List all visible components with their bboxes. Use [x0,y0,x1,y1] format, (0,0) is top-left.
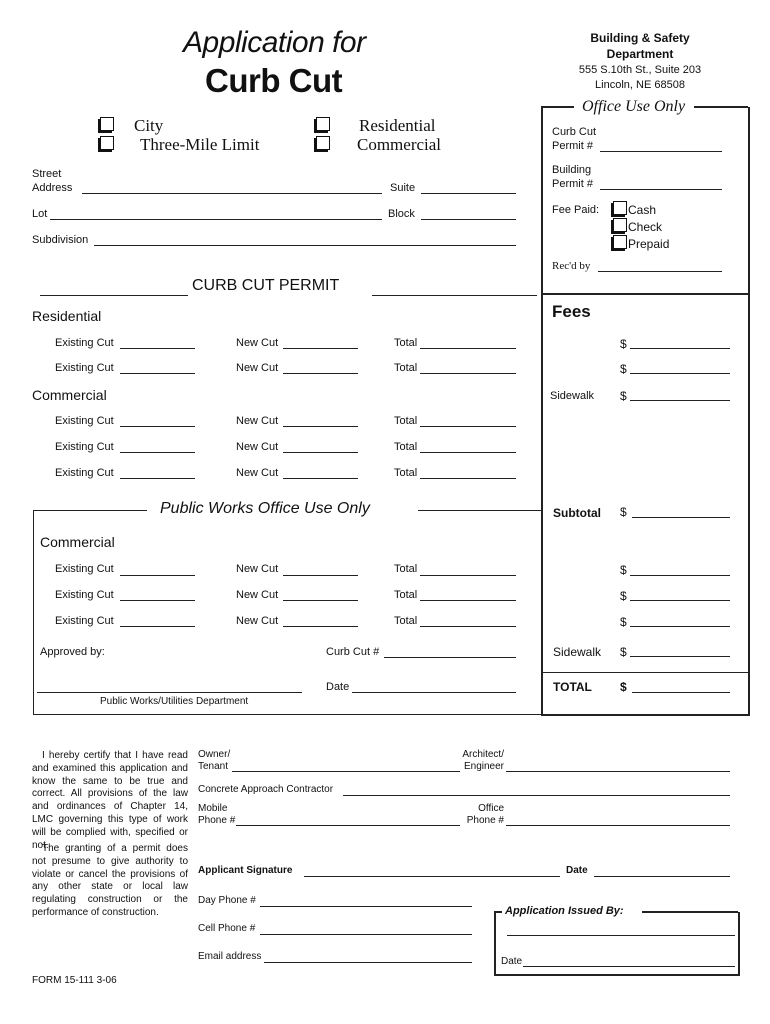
issued-by-date-field[interactable] [523,966,735,967]
fee-check-checkbox[interactable] [613,218,627,232]
com-new-cut-field-2[interactable] [283,452,358,453]
fee-dollar-3: $ [620,389,627,403]
subdivision-label: Subdivision [32,234,89,246]
fees-heading: Fees [552,302,591,321]
certification-para-1: I hereby certify that I have read and examined this application and know the same to be true and correct. All provisions of the law and ordinances of Chapter 14, LMC governing this type of work will be complied with, specified or not. [32,750,188,851]
fee-subtotal-label: Subtotal [553,506,601,520]
fee-amount-3[interactable] [630,400,730,401]
street-label-line1: Street [32,168,62,180]
com-existing-cut-label-1: Existing Cut [55,415,114,427]
street-label-line2: Address [32,182,73,194]
form-title-line1: Application for [183,26,366,59]
city-checkbox[interactable] [100,117,114,131]
residential-label: Residential [359,116,436,135]
res-existing-cut-label-1: Existing Cut [55,337,114,349]
com-total-field-1[interactable] [420,426,516,427]
pw-existing-cut-label-2: Existing Cut [55,589,114,601]
owner-field[interactable] [232,771,460,772]
building-permit-field[interactable] [600,189,722,190]
cell-phone-field[interactable] [260,934,472,935]
office-use-title: Office Use Only [578,98,689,116]
mobile-phone-label-line2: Phone # [198,815,236,826]
com-total-label-3: Total [394,467,418,479]
street-address-field[interactable] [82,193,382,194]
pw-curb-cut-label: Curb Cut # [326,646,380,658]
mobile-phone-label-line1: Mobile [198,803,228,814]
dept-address-line1: 555 S.10th St., Suite 203 [578,64,702,76]
com-existing-cut-field-1[interactable] [120,426,195,427]
fee-dollar-6: $ [620,615,627,629]
owner-label-line2: Tenant [198,761,229,772]
owner-label-line1: Owner/ [198,749,231,760]
suite-label: Suite [390,182,416,194]
contractor-field[interactable] [343,795,730,796]
architect-label-line1: Architect/ [462,749,504,760]
res-new-cut-field-2[interactable] [283,373,358,374]
com-existing-cut-label-3: Existing Cut [55,467,114,479]
pw-total-label-2: Total [394,589,418,601]
applicant-date-field[interactable] [594,876,730,877]
issued-by-signature-field[interactable] [507,935,735,936]
day-phone-label: Day Phone # [198,895,256,906]
public-works-top-right-rule [418,510,541,511]
office-phone-field[interactable] [506,825,730,826]
suite-field[interactable] [421,193,516,194]
fee-subtotal-field[interactable] [632,517,730,518]
com-existing-cut-field-3[interactable] [120,478,195,479]
email-field[interactable] [264,962,472,963]
fee-cash-checkbox[interactable] [613,201,627,215]
com-total-field-3[interactable] [420,478,516,479]
res-new-cut-field-1[interactable] [283,348,358,349]
pw-new-cut-field-1[interactable] [283,575,358,576]
pw-new-cut-field-2[interactable] [283,600,358,601]
com-total-field-2[interactable] [420,452,516,453]
fee-total-label: TOTAL [553,680,592,694]
fee-dollar-7: $ [620,645,627,659]
three-mile-label: Three-Mile Limit [140,135,260,154]
dept-name-line1: Building & Safety [590,31,690,45]
pw-total-field-2[interactable] [420,600,516,601]
res-existing-cut-field-1[interactable] [120,348,195,349]
commercial-section-label: Commercial [32,387,107,403]
curb-cut-permit-label-line1: Curb Cut [552,126,597,138]
applicant-signature-label: Applicant Signature [198,865,293,876]
day-phone-field[interactable] [260,906,472,907]
office-use-separator [541,293,748,295]
mobile-phone-field[interactable] [236,825,460,826]
pw-existing-cut-field-2[interactable] [120,600,195,601]
issued-by-top-right-rule [642,911,738,913]
fee-total-field[interactable] [632,692,730,693]
commercial-checkbox[interactable] [316,136,330,150]
cell-phone-label: Cell Phone # [198,923,256,934]
applicant-signature-field[interactable] [304,876,560,877]
architect-field[interactable] [506,771,730,772]
com-existing-cut-field-2[interactable] [120,452,195,453]
pw-date-label: Date [326,681,350,693]
building-permit-label-line1: Building [552,164,592,176]
pw-new-cut-label-1: New Cut [236,563,279,575]
fee-dollar-2: $ [620,362,627,376]
fee-amount-4[interactable] [630,575,730,576]
fee-sidewalk-label-1: Sidewalk [550,390,595,402]
issued-by-top-left-rule [494,911,502,913]
issued-by-date-label: Date [501,956,523,967]
com-new-cut-field-3[interactable] [283,478,358,479]
com-existing-cut-label-2: Existing Cut [55,441,114,453]
certification-para-2: The granting of a permit does not presume to give authority to violate or cancel the provisions of any other state or local law regulating construction or the performance of construction. [32,843,188,918]
residential-section-label: Residential [32,308,102,324]
res-existing-cut-field-2[interactable] [120,373,195,374]
block-label: Block [388,208,415,220]
building-permit-label-line2: Permit # [552,178,593,190]
applicant-date-label: Date [566,865,588,876]
pw-department-label: Public Works/Utilities Department [100,696,249,707]
office-use-frame [541,107,750,716]
fee-amount-7[interactable] [630,656,730,657]
subdivision-field[interactable] [94,245,516,246]
approved-by-label: Approved by: [40,646,105,658]
curb-cut-permit-field[interactable] [600,151,722,152]
com-new-cut-label-3: New Cut [236,467,279,479]
res-total-label-1: Total [394,337,418,349]
fee-dollar-1: $ [620,337,627,351]
fee-dollar-5: $ [620,589,627,603]
fee-cash-label: Cash [628,203,657,217]
approved-by-signature-field[interactable] [37,692,302,693]
com-new-cut-label-1: New Cut [236,415,279,427]
office-phone-label-line1: Office [478,803,504,814]
fee-amount-2[interactable] [630,373,730,374]
curb-cut-permit-label-line2: Permit # [552,140,593,152]
fee-sidewalk-label-2: Sidewalk [553,645,602,659]
fee-total-separator [541,672,748,673]
pw-total-field-3[interactable] [420,626,516,627]
three-mile-checkbox[interactable] [100,136,114,150]
recd-by-field[interactable] [598,271,722,272]
block-field[interactable] [421,219,516,220]
contractor-label: Concrete Approach Contractor [198,784,334,795]
com-new-cut-field-1[interactable] [283,426,358,427]
fee-paid-label: Fee Paid: [552,204,600,216]
res-total-field-2[interactable] [420,373,516,374]
form-number: FORM 15-111 3-06 [32,975,117,986]
pw-commercial-label: Commercial [40,534,115,550]
pw-date-field[interactable] [352,692,516,693]
fee-prepaid-checkbox[interactable] [613,235,627,249]
pw-existing-cut-field-3[interactable] [120,626,195,627]
fee-amount-5[interactable] [630,600,730,601]
issued-by-title: Application Issued By: [505,905,624,917]
permit-heading-rule-left [40,295,188,296]
fee-dollar-4: $ [620,563,627,577]
city-label: City [134,116,164,135]
public-works-top-left-rule [33,510,147,511]
pw-total-label-3: Total [394,615,418,627]
recd-by-label: Rec'd by [552,260,591,272]
fee-amount-6[interactable] [630,626,730,627]
pw-new-cut-label-3: New Cut [236,615,279,627]
office-use-top-right-rule [694,106,748,108]
architect-label-line2: Engineer [463,761,504,772]
res-new-cut-label-1: New Cut [236,337,279,349]
residential-checkbox[interactable] [316,117,330,131]
dept-address-line2: Lincoln, NE 68508 [595,79,685,91]
lot-field[interactable] [50,219,382,220]
form-title-line2: Curb Cut [205,62,343,99]
email-label: Email address [198,951,262,962]
commercial-label: Commercial [357,135,442,154]
pw-new-cut-label-2: New Cut [236,589,279,601]
com-total-label-1: Total [394,415,418,427]
pw-existing-cut-field-1[interactable] [120,575,195,576]
com-total-label-2: Total [394,441,418,453]
lot-label: Lot [32,208,48,220]
com-new-cut-label-2: New Cut [236,441,279,453]
res-total-label-2: Total [394,362,418,374]
res-total-field-1[interactable] [420,348,516,349]
res-new-cut-label-2: New Cut [236,362,279,374]
fee-amount-1[interactable] [630,348,730,349]
pw-curb-cut-field[interactable] [384,657,516,658]
fee-prepaid-label: Prepaid [628,237,670,251]
pw-new-cut-field-3[interactable] [283,626,358,627]
fee-dollar-total: $ [620,680,627,694]
pw-total-field-1[interactable] [420,575,516,576]
dept-name-line2: Department [606,47,674,61]
pw-existing-cut-label-1: Existing Cut [55,563,114,575]
fee-check-label: Check [628,220,663,234]
res-existing-cut-label-2: Existing Cut [55,362,114,374]
pw-existing-cut-label-3: Existing Cut [55,615,114,627]
public-works-heading: Public Works Office Use Only [160,500,370,517]
office-phone-label-line2: Phone # [466,815,504,826]
permit-heading: CURB CUT PERMIT [192,277,340,294]
office-use-top-left-rule [541,106,574,108]
permit-heading-rule-right [372,295,537,296]
fee-dollar-subtotal: $ [620,505,627,519]
pw-total-label-1: Total [394,563,418,575]
